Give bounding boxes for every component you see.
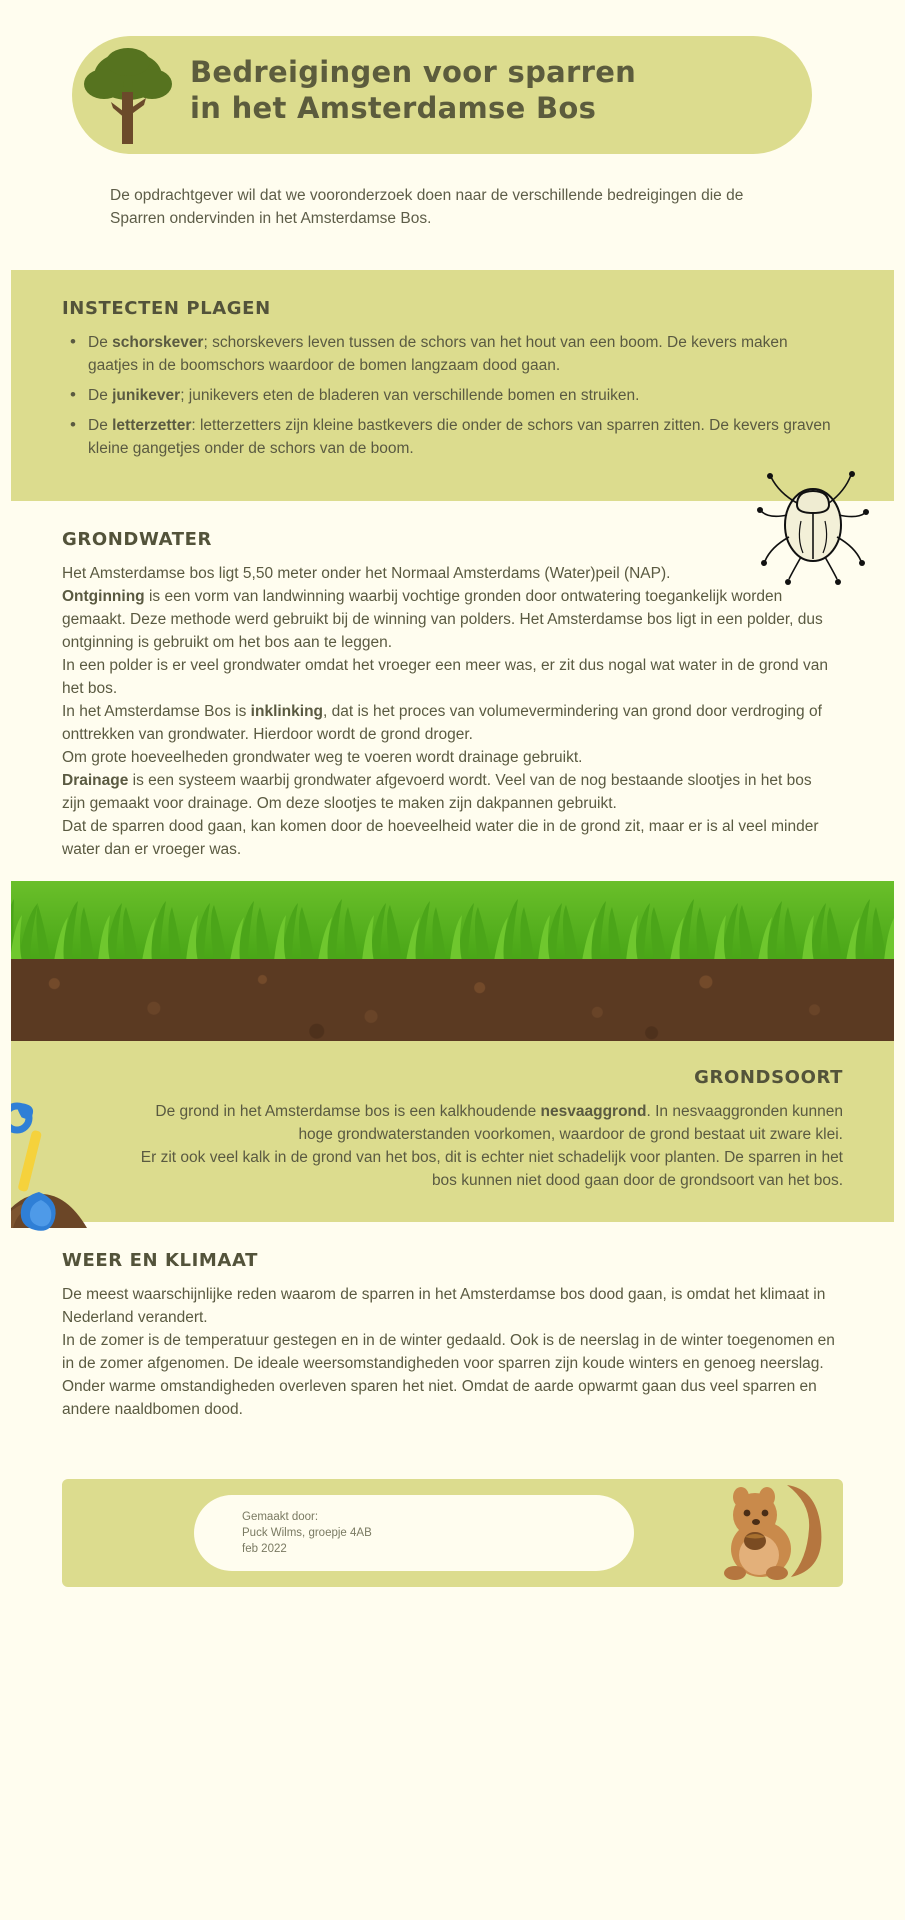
grass-blades-icon bbox=[0, 871, 905, 961]
section-heading-groundwater: GRONDWATER bbox=[62, 529, 212, 550]
list-item-rest: : letterzetters zijn kleine bastkevers die onder de schors van sparren zitten. De kevers graven kleine gangetjes onder de schors van de boom. bbox=[88, 417, 831, 457]
page-title bbox=[190, 54, 790, 126]
footer-line-1: Gemaakt door: bbox=[242, 1511, 319, 1523]
grass-and-soil-illustration bbox=[0, 881, 905, 1041]
squirrel-icon bbox=[699, 1467, 829, 1587]
groundwater-paragraph-3: In een polder is er veel grondwater omdat het vroeger een meer was, er zit dus nogal wat water in de grond van het bos. bbox=[62, 657, 828, 697]
term-nesvaaggrond: nesvaaggrond bbox=[540, 1103, 647, 1120]
weather-paragraph-2: In de zomer is de temperatuur gestegen en in de winter gedaald. Ook is de neerslag in de winter toegenomen en in de zomer afgenomen. De ideale weersomstandigheden voor sparren zijn koude winters en genoeg neerslag. Onder warme omstandigheden overleven sparen het niet. Omdat de aarde opwarmt gaan dus veel sparren en andere naaldbomen dood. bbox=[62, 1332, 835, 1418]
section-heading-weather: WEER EN KLIMAAT bbox=[62, 1250, 258, 1271]
soil-layer bbox=[0, 959, 905, 1041]
page-margin-left bbox=[0, 0, 11, 1920]
footer bbox=[62, 1479, 843, 1587]
list-item-rest: ; schorskevers leven tussen de schors van het hout van een boom. De kevers maken gaatjes in de boomschors waardoor de bomen langzaam dood gaan. bbox=[88, 334, 788, 374]
footer-credits bbox=[242, 1509, 372, 1557]
groundwater-paragraph-4-post: , dat is het proces van volumevermindering van grond door verdroging of onttrekken van grondwater. Hierdoor wordt de grond droger. bbox=[62, 703, 822, 743]
header bbox=[0, 36, 905, 154]
list-item-lead: De bbox=[88, 387, 113, 404]
groundwater-paragraph-7: Dat de sparren dood gaan, kan komen door de hoeveelheid water die in de grond zit, maar er is al veel minder water dan er vroeger was. bbox=[62, 818, 819, 858]
soil-paragraph-1-post: . In nesvaaggronden kunnen hoge grondwaterstanden voorkomen, waardoor de grond bestaat uit zware klei. bbox=[298, 1103, 843, 1143]
groundwater-paragraph-2 bbox=[62, 585, 835, 654]
soil-paragraph-1-pre: De grond in het Amsterdamse bos is een kalkhoudende bbox=[155, 1103, 541, 1120]
term-drainage: Drainage bbox=[62, 772, 129, 789]
list-item-lead: De bbox=[88, 417, 113, 434]
page-title-line2: in het Amsterdamse Bos bbox=[190, 91, 597, 125]
soil-paragraph-1 bbox=[120, 1100, 843, 1146]
insect-list bbox=[62, 331, 835, 460]
section-insect-plagues bbox=[0, 270, 905, 501]
list-item bbox=[62, 331, 835, 377]
groundwater-paragraph-4-pre: In het Amsterdamse Bos is bbox=[62, 703, 251, 720]
beetle-icon bbox=[745, 463, 875, 593]
groundwater-paragraph-4 bbox=[62, 700, 835, 746]
groundwater-paragraph-5: Om grote hoeveelheden grondwater weg te voeren wordt drainage gebruikt. bbox=[62, 749, 583, 766]
term-ontginning: Ontginning bbox=[62, 588, 145, 605]
page-margin-right bbox=[894, 0, 905, 1920]
term-inklinking: inklinking bbox=[250, 703, 324, 720]
groundwater-paragraph-6-text: is een systeem waarbij grondwater afgevoerd wordt. Veel van de nog bestaande slootjes in het bos zijn gemaakt voor drainage. Om deze slootjes te maken zijn dakpannen gebruikt. bbox=[62, 772, 812, 812]
section-weather-climate bbox=[0, 1222, 905, 1441]
list-item-term: junikever bbox=[112, 387, 181, 404]
section-heading-insects: INSTECTEN PLAGEN bbox=[62, 298, 271, 319]
list-item bbox=[62, 414, 835, 460]
intro-paragraph: De opdrachtgever wil dat we vooronderzoek doen naar de verschillende bedreigingen die de Sparren ondervinden in het Amsterdamse Bos. bbox=[110, 187, 744, 227]
soil-paragraph-2: Er zit ook veel kalk in de grond van het bos, dit is echter niet schadelijk voor planten. De sparren in het bos kunnen niet dood gaan door de grondsoort van het bos. bbox=[140, 1149, 843, 1189]
list-item-term: letterzetter bbox=[112, 417, 192, 434]
list-item bbox=[62, 384, 835, 407]
section-soil-type bbox=[0, 1041, 905, 1222]
footer-line-2: Puck Wilms, groepje 4AB bbox=[242, 1527, 372, 1539]
list-item-term: schorskever bbox=[112, 334, 204, 351]
tree-icon bbox=[78, 44, 178, 149]
list-item-lead: De bbox=[88, 334, 113, 351]
shovel-in-dirt-icon bbox=[0, 1100, 145, 1250]
list-item-rest: ; junikevers eten de bladeren van verschillende bomen en struiken. bbox=[180, 387, 640, 404]
page-title-line1: Bedreigingen voor sparren bbox=[190, 55, 637, 89]
groundwater-paragraph-6 bbox=[62, 769, 835, 815]
groundwater-paragraph-2-text: is een vorm van landwinning waarbij vochtige gronden door ontwatering toegankelijk worden gemaakt. Deze methode werd gebruikt bij de winning van polders. Het Amsterdamse bos ligt in een polder, dus ontginning is gebruikt om het bos aan te leggen. bbox=[62, 588, 823, 651]
groundwater-paragraph-1: Het Amsterdamse bos ligt 5,50 meter onder het Normaal Amsterdams (Water)peil (NAP). bbox=[62, 565, 671, 582]
section-heading-soil: GRONDSOORT bbox=[694, 1067, 843, 1088]
weather-paragraph-1: De meest waarschijnlijke reden waarom de sparren in het Amsterdamse bos dood gaan, is omdat het klimaat in Nederland verandert. bbox=[62, 1286, 826, 1326]
footer-line-3: feb 2022 bbox=[242, 1543, 287, 1555]
